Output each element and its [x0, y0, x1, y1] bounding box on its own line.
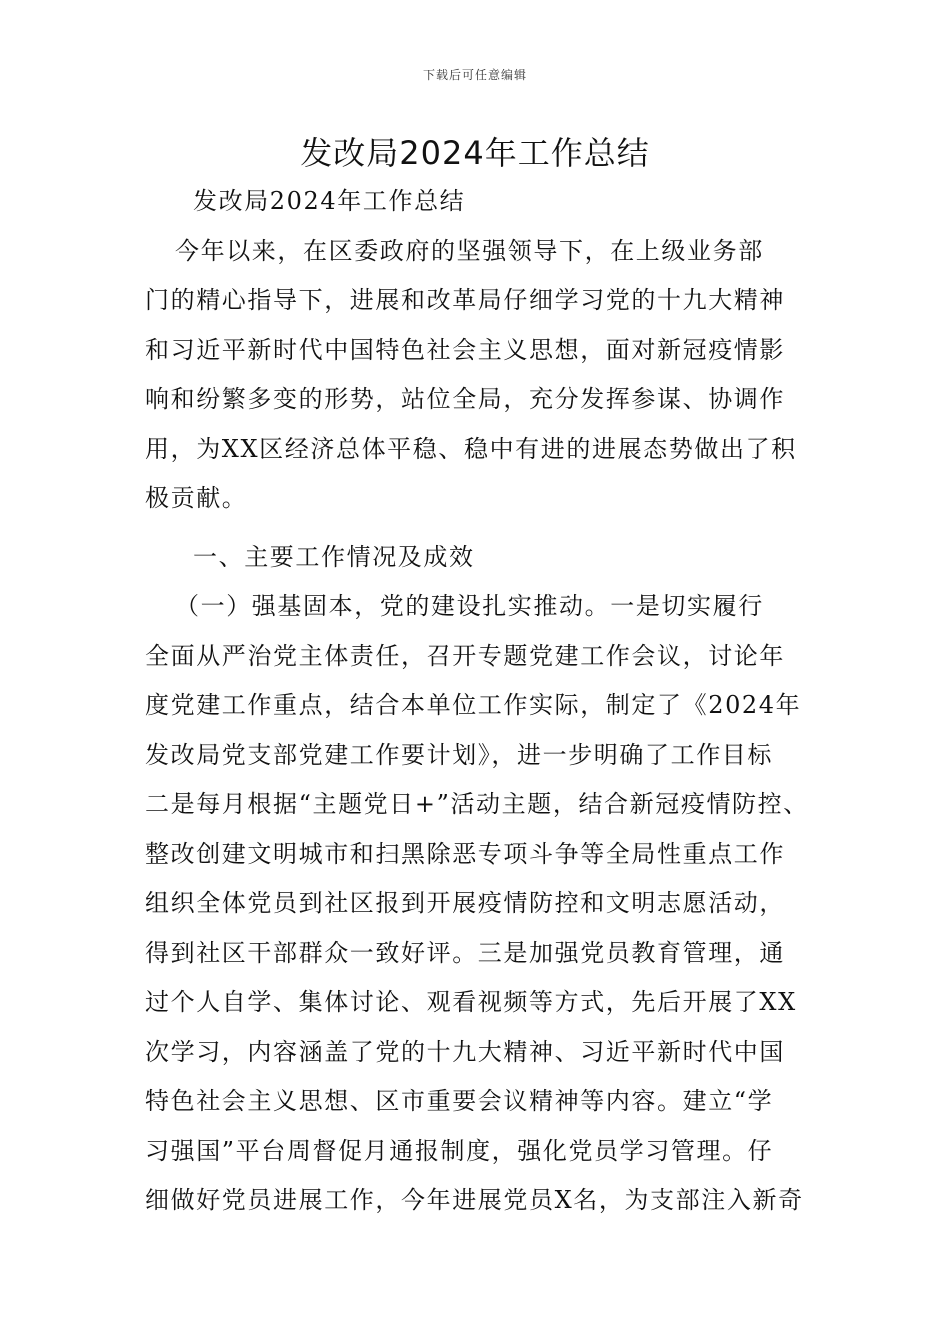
paragraph-line: 特色社会主义思想、区市重要会议精神等内容。建立“学	[145, 1087, 774, 1115]
paragraph-line: 今年以来，在区委政府的坚强领导下，在上级业务部	[175, 236, 764, 265]
paragraph-line: 度党建工作重点，结合本单位工作实际，制定了《2024年	[145, 691, 802, 719]
paragraph-line: 细做好党员进展工作，今年进展党员X名，为支部注入新奇	[145, 1186, 804, 1214]
document-subtitle: 发改局2024年工作总结	[193, 187, 466, 215]
paragraph-line: 二是每月根据“主题党日+”活动主题，结合新冠疫情防控、	[145, 790, 809, 818]
paragraph-line: 组织全体党员到社区报到开展疫情防控和文明志愿活动，	[145, 889, 785, 917]
paragraph-line: 极贡献。	[145, 484, 248, 512]
paragraph-line: 发改局党支部党建工作要计划》，进一步明确了工作目标	[145, 740, 773, 769]
paragraph-line: （一）强基固本，党的建设扎实推动。一是切实履行	[175, 592, 764, 620]
paragraph-line: 响和纷繁多变的形势，站位全局，充分发挥参谋、协调作	[145, 385, 785, 413]
paragraph-line: 得到社区干部群众一致好评。三是加强党员教育管理，通	[145, 938, 785, 967]
section-heading: 一、主要工作情况及成效	[193, 542, 475, 571]
paragraph-line: 用，为XX区经济总体平稳、稳中有进的进展态势做出了积	[145, 434, 797, 463]
paragraph-line: 门的精心指导下，进展和改革局仔细学习党的十九大精神	[145, 286, 785, 314]
intro-paragraph	[145, 227, 807, 524]
section-paragraph	[145, 582, 807, 1226]
document-body	[145, 177, 807, 1226]
paragraph-line: 整改创建文明城市和扫黑除恶专项斗争等全局性重点工作	[145, 839, 785, 868]
paragraph-line: 次学习，内容涵盖了党的十九大精神、习近平新时代中国	[145, 1037, 785, 1066]
paragraph-line: 过个人自学、集体讨论、观看视频等方式，先后开展了XX	[145, 988, 797, 1016]
document-title: 发改局2024年工作总结	[300, 134, 650, 172]
paragraph-gap	[145, 524, 807, 533]
header-note: 下载后可任意编辑	[422, 68, 527, 82]
paragraph-line: 习强国”平台周督促月通报制度，强化党员学习管理。仔	[145, 1136, 774, 1165]
paragraph-line: 和习近平新时代中国特色社会主义思想，面对新冠疫情影	[145, 335, 785, 364]
paragraph-line: 全面从严治党主体责任，召开专题党建工作会议，讨论年	[145, 641, 785, 670]
